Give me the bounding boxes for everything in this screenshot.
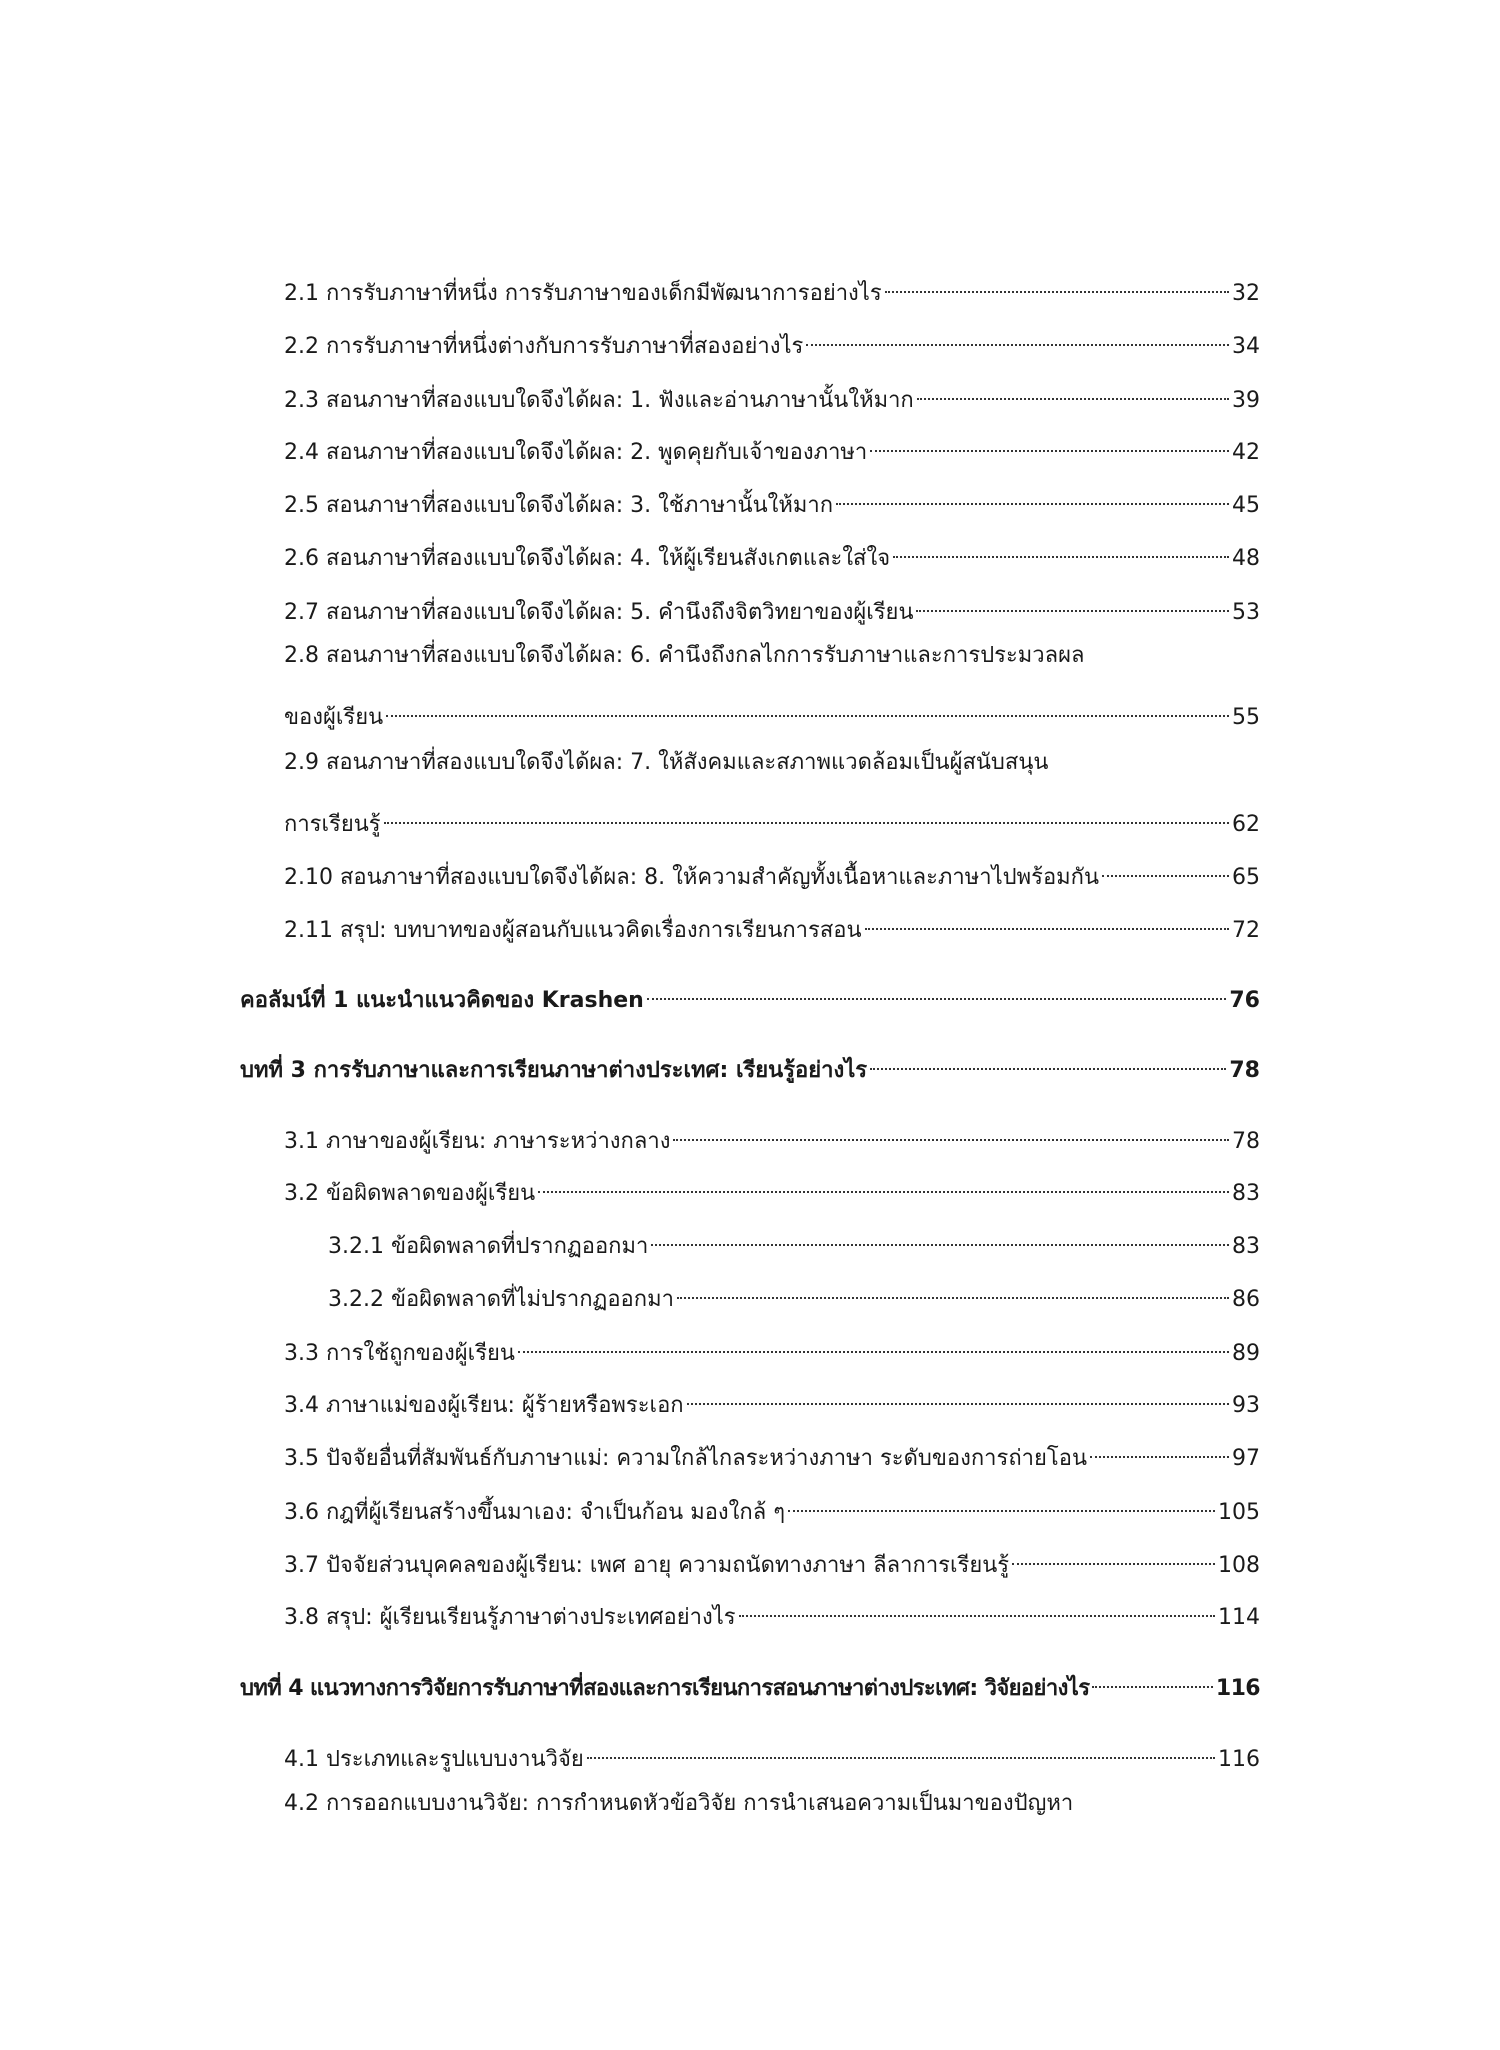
toc-entry-page: 72 [1232, 918, 1260, 943]
toc-entry[interactable] [284, 1489, 1260, 1525]
toc-entry-page: 65 [1232, 865, 1260, 890]
toc-entry[interactable] [284, 1435, 1260, 1471]
dot-leader [384, 801, 1229, 831]
toc-heading-column-1[interactable] [240, 977, 1260, 1013]
dot-leader [647, 977, 1227, 1007]
dot-leader [806, 323, 1229, 353]
dot-leader [1090, 1435, 1229, 1465]
toc-entry-page: 116 [1218, 1747, 1260, 1772]
dot-leader [518, 1330, 1229, 1360]
toc-entry[interactable] [284, 907, 1260, 943]
dot-leader [673, 1118, 1229, 1148]
toc-entry-label: 2.7 สอนภาษาที่สองแบบใดจึงได้ผล: 5. คำนึงถึงจิตวิทยาของผู้เรียน [284, 600, 914, 625]
dot-leader [916, 589, 1229, 619]
toc-entry-page: 86 [1232, 1287, 1260, 1312]
toc-entry-page: 48 [1232, 546, 1260, 571]
toc-entry-page: 83 [1232, 1181, 1260, 1206]
dot-leader [1102, 854, 1229, 884]
toc-heading-chapter-3[interactable] [240, 1047, 1260, 1083]
toc-entry-page: 105 [1218, 1500, 1260, 1525]
toc-entry-label: 2.6 สอนภาษาที่สองแบบใดจึงได้ผล: 4. ให้ผู้เรียนสังเกตและใส่ใจ [284, 546, 891, 571]
toc-entry-page: 42 [1232, 440, 1260, 465]
toc-heading-page: 116 [1215, 1676, 1260, 1701]
dot-leader [687, 1382, 1229, 1412]
toc-entry-label: 3.2.2 ข้อผิดพลาดที่ไม่ปรากฏออกมา [328, 1287, 674, 1312]
toc-entry[interactable] [284, 270, 1260, 306]
toc-entry[interactable] [284, 429, 1260, 465]
toc-entry-label: 3.7 ปัจจัยส่วนบุคคลของผู้เรียน: เพศ อายุ ความถนัดทางภาษา ลีลาการเรียนรู้ [284, 1553, 1010, 1578]
toc-entry-page: 114 [1218, 1605, 1260, 1630]
dot-leader [739, 1594, 1215, 1624]
toc-entry[interactable] [284, 482, 1260, 518]
dot-leader [1092, 1665, 1212, 1695]
toc-heading-label: คอลัมน์ที่ 1 แนะนำแนวคิดของ Krashen [240, 988, 644, 1013]
toc-entry-label: 2.4 สอนภาษาที่สองแบบใดจึงได้ผล: 2. พูดคุยกับเจ้าของภาษา [284, 440, 868, 465]
toc-entry-label: 3.2 ข้อผิดพลาดของผู้เรียน [284, 1181, 536, 1206]
dot-leader [870, 1047, 1226, 1077]
toc-entry[interactable] [284, 1382, 1260, 1418]
toc-subentry[interactable] [328, 1223, 1260, 1259]
dot-leader [386, 694, 1229, 724]
dot-leader [587, 1736, 1215, 1766]
toc-entry[interactable] [284, 1118, 1260, 1154]
toc-entry-label: 2.10 สอนภาษาที่สองแบบใดจึงได้ผล: 8. ให้ความสำคัญทั้งเนื้อหาและภาษาไปพร้อมกัน [284, 865, 1100, 890]
toc-heading-chapter-4[interactable] [240, 1665, 1260, 1701]
dot-leader [677, 1276, 1229, 1306]
toc-entry[interactable] [284, 589, 1260, 625]
toc-entry-label: 4.1 ประเภทและรูปแบบงานวิจัย [284, 1747, 584, 1772]
toc-entry-label: 2.1 การรับภาษาที่หนึ่ง การรับภาษาของเด็กมีพัฒนาการอย่างไร [284, 281, 882, 306]
toc-entry[interactable] [284, 377, 1260, 413]
toc-entry-label: 3.8 สรุป: ผู้เรียนเรียนรู้ภาษาต่างประเทศอย่างไร [284, 1605, 736, 1630]
toc-entry[interactable] [284, 1594, 1260, 1630]
toc-entry[interactable] [284, 1330, 1260, 1366]
dot-leader [651, 1223, 1229, 1253]
toc-entry[interactable] [284, 1789, 1260, 1819]
toc-entry[interactable] [284, 1736, 1260, 1772]
toc-entry-page: 45 [1232, 493, 1260, 518]
toc-entry-label: 3.5 ปัจจัยอื่นที่สัมพันธ์กับภาษาแม่: ความใกล้ไกลระหว่างภาษา ระดับของการถ่ายโอน [284, 1446, 1087, 1471]
toc-entry-page: 93 [1232, 1393, 1260, 1418]
dot-leader [893, 535, 1229, 565]
toc-entry-page: 34 [1232, 334, 1260, 359]
toc-entry[interactable] [284, 641, 1260, 671]
dot-leader [885, 270, 1229, 300]
toc-heading-page: 76 [1229, 988, 1260, 1013]
dot-leader [538, 1170, 1229, 1200]
toc-entry[interactable] [284, 748, 1260, 778]
toc-entry-label: 3.6 กฎที่ผู้เรียนสร้างขึ้นมาเอง: จำเป็นก้อน มองใกล้ ๆ [284, 1500, 786, 1525]
toc-entry-label: 2.9 สอนภาษาที่สองแบบใดจึงได้ผล: 7. ให้สังคมและสภาพแวดล้อมเป็นผู้สนับสนุน [284, 750, 1049, 775]
toc-heading-label: บทที่ 3 การรับภาษาและการเรียนภาษาต่างประเทศ: เรียนรู้อย่างไร [240, 1058, 868, 1083]
dot-leader [917, 377, 1229, 407]
toc-entry-label: 2.8 สอนภาษาที่สองแบบใดจึงได้ผล: 6. คำนึงถึงกลไกการรับภาษาและการประมวลผล [284, 643, 1085, 668]
toc-entry-page: 39 [1232, 388, 1260, 413]
toc-entry-label: 2.5 สอนภาษาที่สองแบบใดจึงได้ผล: 3. ใช้ภาษานั้นให้มาก [284, 493, 834, 518]
toc-entry[interactable] [284, 1170, 1260, 1206]
toc-entry-label: 4.2 การออกแบบงานวิจัย: การกำหนดหัวข้อวิจัย การนำเสนอความเป็นมาของปัญหา [284, 1791, 1074, 1816]
toc-entry-label: 3.4 ภาษาแม่ของผู้เรียน: ผู้ร้ายหรือพระเอก [284, 1393, 684, 1418]
toc-entry-page: 97 [1232, 1446, 1260, 1471]
dot-leader [1012, 1542, 1215, 1572]
toc-entry-page: 62 [1232, 812, 1260, 837]
toc-entry-continuation[interactable] [284, 801, 1260, 837]
toc-entry-label: 2.11 สรุป: บทบาทของผู้สอนกับแนวคิดเรื่องการเรียนการสอน [284, 918, 862, 943]
toc-entry-label: 3.1 ภาษาของผู้เรียน: ภาษาระหว่างกลาง [284, 1129, 671, 1154]
toc-entry[interactable] [284, 323, 1260, 359]
toc-entry-label: 3.2.1 ข้อผิดพลาดที่ปรากฏออกมา [328, 1234, 649, 1259]
dot-leader [836, 482, 1229, 512]
toc-entry-label: 3.3 การใช้ถูกของผู้เรียน [284, 1341, 515, 1366]
toc-entry-label: 2.2 การรับภาษาที่หนึ่งต่างกับการรับภาษาที่สองอย่างไร [284, 334, 804, 359]
toc-entry[interactable] [284, 535, 1260, 571]
toc-entry-label-continuation: การเรียนรู้ [284, 812, 381, 837]
toc-entry[interactable] [284, 1542, 1260, 1578]
toc-entry-label: 2.3 สอนภาษาที่สองแบบใดจึงได้ผล: 1. ฟังและอ่านภาษานั้นให้มาก [284, 388, 914, 413]
toc-entry[interactable] [284, 854, 1260, 890]
toc-subentry[interactable] [328, 1276, 1260, 1312]
toc-entry-page: 78 [1232, 1129, 1260, 1154]
dot-leader [865, 907, 1229, 937]
toc-entry-page: 89 [1232, 1341, 1260, 1366]
toc-entry-page: 108 [1218, 1553, 1260, 1578]
toc-entry-page: 55 [1232, 705, 1260, 730]
dot-leader [870, 429, 1229, 459]
dot-leader [788, 1489, 1215, 1519]
toc-entry-continuation[interactable] [284, 694, 1260, 730]
toc-entry-page: 53 [1232, 600, 1260, 625]
toc-entry-page: 32 [1232, 281, 1260, 306]
toc-entry-page: 83 [1232, 1234, 1260, 1259]
toc-heading-label: บทที่ 4 แนวทางการวิจัยการรับภาษาที่สองและการเรียนการสอนภาษาต่างประเทศ: วิจัยอย่างไร [240, 1676, 1090, 1701]
toc-entry-label-continuation: ของผู้เรียน [284, 705, 384, 730]
toc-heading-page: 78 [1229, 1058, 1260, 1083]
